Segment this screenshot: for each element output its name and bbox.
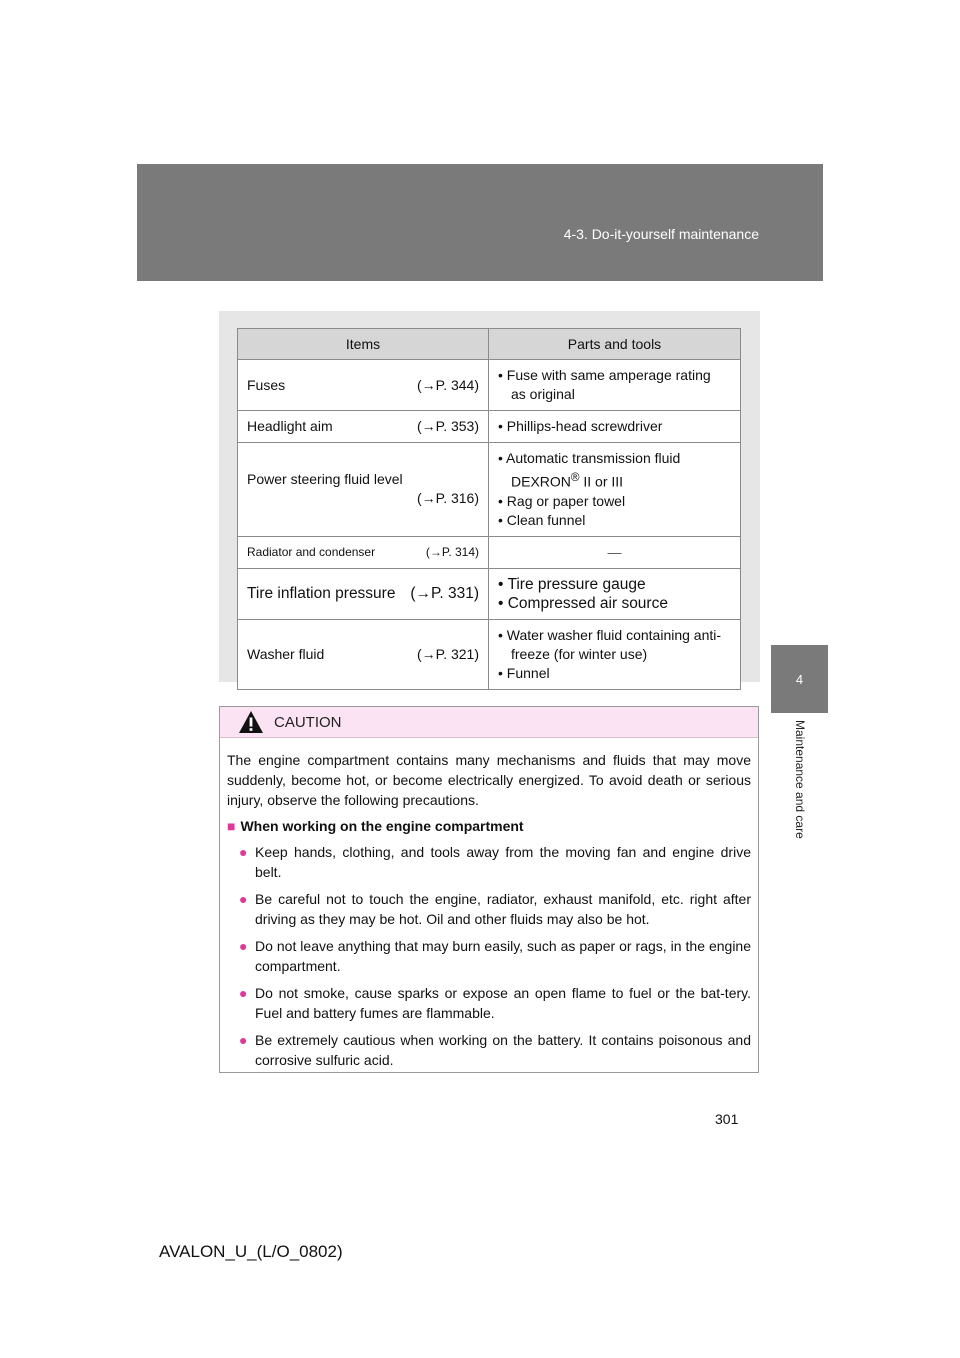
point-text: Do not leave anything that may burn easily, such as paper or rags, in the engine compartment. — [255, 938, 751, 974]
item-name: Washer fluid — [247, 645, 325, 662]
parts-line: • Clean funnel — [498, 511, 586, 528]
chapter-label: Maintenance and care — [793, 720, 807, 839]
parts-cell — [489, 411, 741, 443]
parts-line: • Compressed air source — [498, 594, 668, 612]
circle-bullet-icon: ● — [239, 938, 248, 954]
parts-text: II or III — [579, 473, 624, 490]
parts-line — [498, 468, 731, 492]
list-item — [239, 1030, 751, 1070]
table-row — [238, 411, 741, 443]
circle-bullet-icon: ● — [239, 1032, 248, 1048]
point-text: Do not smoke, cause sparks or expose an open flame to fuel or the bat-tery. Fuel and battery fumes are flammable. — [255, 985, 751, 1021]
header-parts: Parts and tools — [489, 329, 741, 360]
parts-cell — [489, 536, 741, 568]
item-cell — [238, 619, 489, 689]
circle-bullet-icon: ● — [239, 891, 248, 907]
table-row — [238, 443, 741, 537]
caution-intro: The engine compartment contains many mechanisms and fluids that may move suddenly, become hot, or become electrically energized. To avoid death or serious injury, observe the following precautions. — [227, 752, 751, 808]
point-text: Be extremely cautious when working on the battery. It contains poisonous and corrosive sulfuric acid. — [255, 1032, 751, 1068]
parts-cell — [489, 360, 741, 411]
item-cell — [238, 411, 489, 443]
parts-line: • Automatic transmission fluid — [498, 450, 681, 466]
caution-subheading — [227, 816, 751, 836]
item-cell — [238, 568, 489, 619]
registered-mark: ® — [570, 471, 580, 484]
parts-table-panel — [219, 311, 760, 682]
list-item — [239, 983, 751, 1023]
parts-table — [237, 328, 741, 690]
caution-body — [220, 738, 758, 1070]
item-name: Power steering fluid level — [247, 471, 403, 488]
page-number: 301 — [715, 1111, 739, 1127]
list-item — [239, 842, 751, 882]
circle-bullet-icon: ● — [239, 844, 248, 860]
table-row — [238, 568, 741, 619]
parts-line: — — [607, 543, 622, 560]
parts-cell — [489, 443, 741, 537]
caution-title: CAUTION — [274, 713, 342, 731]
table-row — [238, 360, 741, 411]
page-ref: (→P. 331) — [410, 585, 479, 603]
item-name: Radiator and condenser — [247, 544, 376, 559]
list-item — [239, 936, 751, 976]
table-row — [238, 619, 741, 689]
page-ref: (→P. 344) — [417, 376, 479, 393]
item-name: Fuses — [247, 376, 286, 393]
parts-cell — [489, 619, 741, 689]
list-item — [239, 889, 751, 929]
item-cell — [238, 360, 489, 411]
parts-line: freeze (for winter use) — [511, 645, 648, 662]
item-cell — [238, 443, 489, 537]
page-ref: (→P. 314) — [425, 544, 479, 559]
subheading-text: When working on the engine compartment — [240, 818, 524, 834]
item-name: Headlight aim — [247, 418, 333, 434]
section-title: 4-3. Do-it-yourself maintenance — [563, 226, 759, 242]
point-text: Keep hands, clothing, and tools away from the moving fan and engine drive belt. — [255, 844, 751, 880]
item-cell — [238, 536, 489, 568]
parts-line: • Water washer fluid containing anti- — [498, 626, 722, 643]
parts-line: as original — [511, 386, 575, 402]
warning-triangle-icon — [238, 710, 264, 734]
point-text: Be careful not to touch the engine, radiator, exhaust manifold, etc. right after driving as they may be hot. Oil and other fluids may also be hot. — [255, 891, 751, 927]
table-header-row — [238, 329, 741, 360]
parts-line: • Fuse with same amperage rating — [498, 367, 711, 383]
section-header-band — [137, 164, 823, 281]
header-items: Items — [238, 329, 489, 360]
circle-bullet-icon: ● — [239, 985, 248, 1001]
caution-header — [220, 707, 758, 738]
page-ref: (→P. 353) — [417, 418, 479, 434]
parts-cell — [489, 568, 741, 619]
parts-line: • Rag or paper towel — [498, 492, 626, 509]
square-bullet-icon: ■ — [227, 818, 236, 834]
parts-line: • Funnel — [498, 664, 550, 681]
page-ref: (→P. 321) — [417, 645, 479, 662]
footer-code: AVALON_U_(L/O_0802) — [159, 1242, 343, 1261]
parts-line: • Phillips-head screwdriver — [498, 418, 663, 434]
item-name: Tire inflation pressure — [247, 585, 396, 603]
page-ref: (→P. 316) — [417, 490, 479, 507]
chapter-tab: 4 — [771, 645, 828, 713]
parts-line: • Tire pressure gauge — [498, 575, 646, 593]
caution-box — [219, 706, 759, 1073]
table-row — [238, 536, 741, 568]
parts-text: DEXRON — [511, 473, 571, 490]
